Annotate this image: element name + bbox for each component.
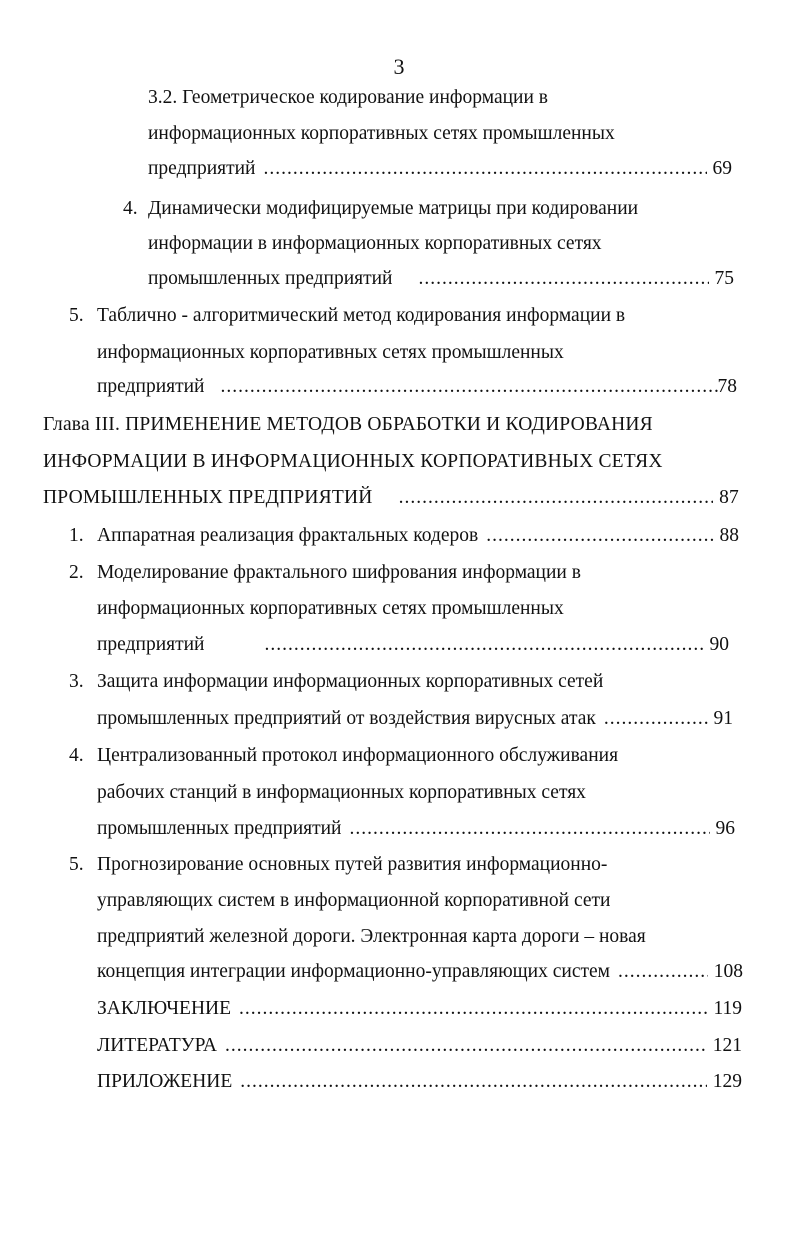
toc-page-ref: 87 bbox=[719, 487, 739, 508]
toc-entry-leader-line bbox=[97, 704, 733, 734]
toc-entry-text: промышленных предприятий bbox=[148, 268, 393, 289]
toc-entry-leader-line bbox=[43, 483, 739, 513]
toc-entry-leader-line bbox=[97, 957, 743, 987]
toc-entry-text: предприятий bbox=[148, 158, 256, 179]
toc-entry-leader-line bbox=[97, 814, 735, 844]
toc-page-ref: 88 bbox=[719, 525, 739, 546]
toc-entry-leader-line bbox=[148, 154, 732, 184]
toc-page-ref: 69 bbox=[712, 158, 732, 179]
dot-leader bbox=[265, 630, 704, 660]
toc-entry-leader-line bbox=[97, 1031, 742, 1061]
toc-entry-line: Таблично - алгоритмический метод кодирования информации в bbox=[97, 305, 626, 326]
toc-entry-number: 2. bbox=[69, 562, 84, 583]
toc-entry-number: 4. bbox=[123, 198, 138, 219]
toc-entry-text: предприятий bbox=[97, 634, 205, 655]
toc-entry-line: рабочих станций в информационных корпоративных сетях bbox=[97, 782, 586, 803]
toc-entry-line: Прогнозирование основных путей развития информационно- bbox=[97, 854, 608, 875]
toc-entry-text: промышленных предприятий от воздействия вирусных атак bbox=[97, 708, 596, 729]
toc-entry-line: Защита информации информационных корпоративных сетей bbox=[97, 671, 604, 692]
toc-entry-line: управляющих систем в информационной корпоративной сети bbox=[97, 890, 611, 911]
toc-page-ref: 75 bbox=[714, 268, 734, 289]
toc-entry-line: Динамически модифицируемые матрицы при кодировании bbox=[148, 198, 639, 219]
toc-page-ref: 90 bbox=[709, 634, 729, 655]
toc-entry-line: информационных корпоративных сетях промышленных bbox=[97, 342, 564, 363]
toc-entry-line: информации в информационных корпоративных сетях bbox=[148, 233, 602, 254]
toc-entry-leader-line bbox=[97, 372, 737, 402]
dot-leader bbox=[240, 1067, 706, 1097]
toc-entry-line: предприятий железной дороги. Электронная карта дороги – новая bbox=[97, 926, 646, 947]
toc-page-ref: 78 bbox=[717, 376, 737, 397]
dot-leader bbox=[225, 1031, 707, 1061]
toc-page-ref: 129 bbox=[712, 1071, 742, 1092]
chapter-heading-line: Глава III. ПРИМЕНЕНИЕ МЕТОДОВ ОБРАБОТКИ И КОДИРОВАНИЯ bbox=[43, 414, 653, 435]
toc-entry-leader-line bbox=[97, 630, 729, 660]
toc-entry-line: 3.2. Геометрическое кодирование информации в bbox=[148, 87, 548, 108]
toc-entry-leader-line bbox=[97, 521, 739, 551]
chapter-heading-text: ПРОМЫШЛЕННЫХ ПРЕДПРИЯТИЙ bbox=[43, 487, 373, 508]
toc-entry-text: ЗАКЛЮЧЕНИЕ bbox=[97, 998, 232, 1019]
toc-entry-leader-line bbox=[97, 1067, 742, 1097]
chapter-heading-line: ИНФОРМАЦИИ В ИНФОРМАЦИОННЫХ КОРПОРАТИВНЫХ СЕТЯХ bbox=[43, 451, 663, 472]
toc-entry-number: 3. bbox=[69, 671, 84, 692]
toc-entry-line: информационных корпоративных сетях промышленных bbox=[148, 123, 615, 144]
dot-leader bbox=[350, 814, 710, 844]
toc-page-ref: 108 bbox=[713, 961, 743, 982]
toc-entry-leader-line bbox=[148, 264, 734, 294]
toc-entry-leader-line bbox=[97, 994, 742, 1024]
dot-leader bbox=[486, 521, 713, 551]
toc-page-ref: 96 bbox=[715, 818, 735, 839]
toc-page-ref: 121 bbox=[712, 1035, 742, 1056]
toc-entry-text: ЛИТЕРАТУРА bbox=[97, 1035, 217, 1056]
toc-entry-line: Централизованный протокол информационного обслуживания bbox=[97, 745, 619, 766]
toc-entry-text: Аппаратная реализация фрактальных кодеров bbox=[97, 525, 479, 546]
dot-leader bbox=[221, 372, 718, 402]
dot-leader bbox=[604, 704, 708, 734]
toc-entry-number: 4. bbox=[69, 745, 84, 766]
toc-entry-line: информационных корпоративных сетях промышленных bbox=[97, 598, 564, 619]
dot-leader bbox=[264, 154, 707, 184]
toc-entry-number: 5. bbox=[69, 854, 84, 875]
toc-page-ref: 91 bbox=[713, 708, 733, 729]
toc-entry-line: Моделирование фрактального шифрования информации в bbox=[97, 562, 581, 583]
dot-leader bbox=[239, 994, 707, 1024]
dot-leader bbox=[419, 264, 709, 294]
page-number: 3 bbox=[393, 54, 405, 79]
toc-entry-text: промышленных предприятий bbox=[97, 818, 342, 839]
toc-entry-number: 5. bbox=[69, 305, 84, 326]
toc-entry-number: 1. bbox=[69, 525, 84, 546]
dot-leader bbox=[399, 483, 714, 513]
toc-page-ref: 119 bbox=[713, 998, 742, 1019]
toc-entry-text: предприятий bbox=[97, 376, 205, 397]
toc-entry-text: ПРИЛОЖЕНИЕ bbox=[97, 1071, 233, 1092]
dot-leader bbox=[618, 957, 708, 987]
toc-entry-text: концепция интеграции информационно-управляющих систем bbox=[97, 961, 610, 982]
